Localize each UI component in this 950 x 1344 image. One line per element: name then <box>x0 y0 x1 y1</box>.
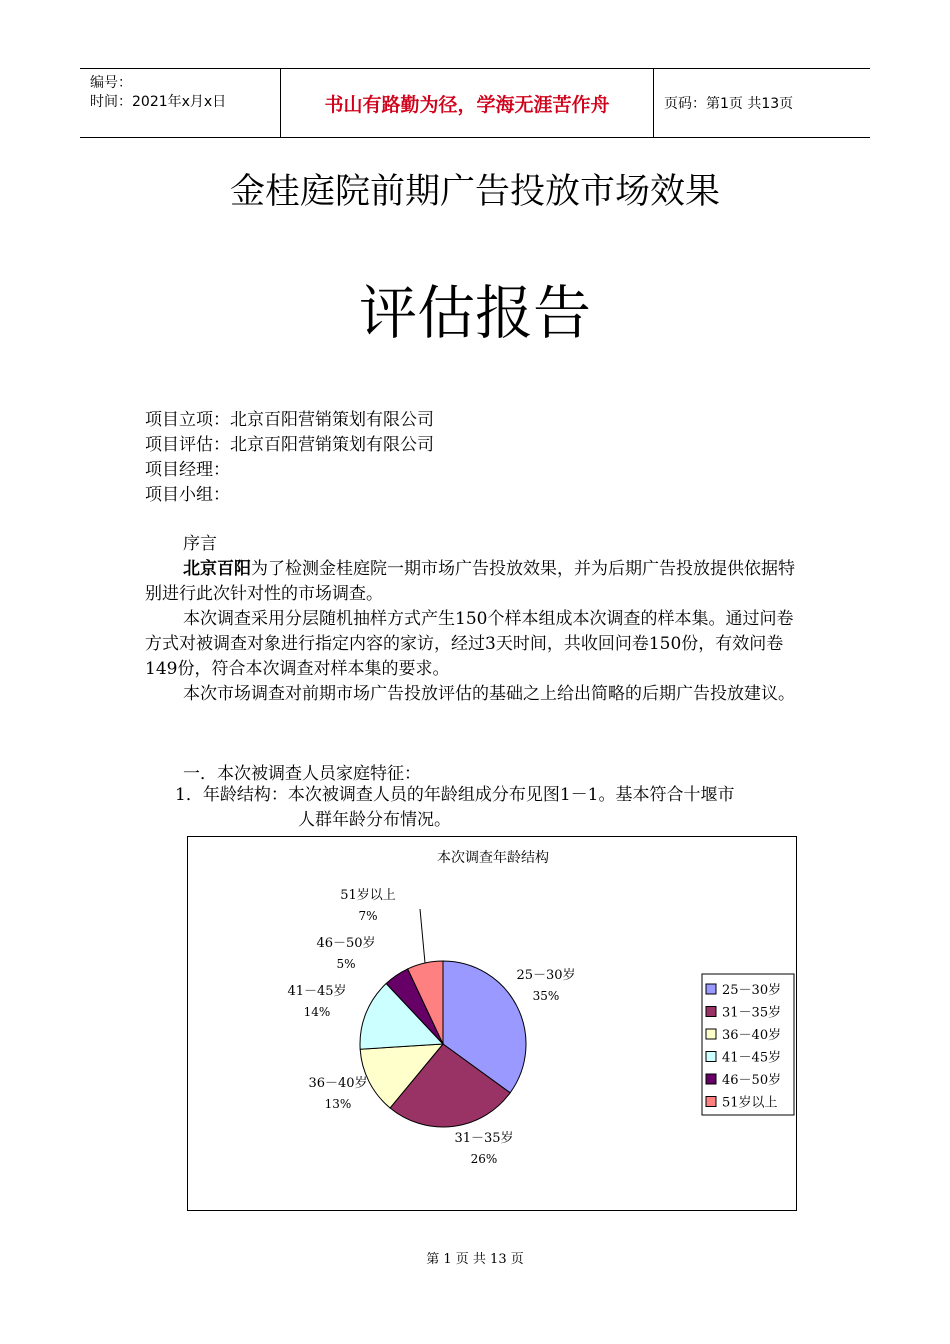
chart-title: 本次调查年龄结构 <box>437 850 549 866</box>
time-label: 时间：2021年x月x日 <box>90 94 227 110</box>
paragraph-1-text: 为了检测金桂庭院一期市场广告投放效果，并为后期广告投放提供依据特别进行此次针对性的市场调查。 <box>145 559 795 604</box>
number-label: 编号： <box>90 75 132 91</box>
preface-paragraph-3: 本次市场调查对前期市场广告投放评估的基础之上给出简略的后期广告投放建议。 <box>183 684 795 704</box>
slice-percent-label: 13% <box>324 1097 352 1111</box>
section-heading: 一．本次被调查人员家庭特征： <box>183 764 421 784</box>
slice-percent-label: 7% <box>358 909 378 923</box>
legend-label: 41－45岁 <box>722 1050 782 1066</box>
legend-swatch <box>706 1007 716 1017</box>
legend-swatch <box>706 1097 716 1107</box>
item-age-structure <box>175 783 810 833</box>
project-evaluation-line: 项目评估：北京百阳营销策划有限公司 <box>145 435 434 455</box>
slice-category-label: 41－45岁 <box>287 984 347 999</box>
company-name: 北京百阳 <box>183 559 251 579</box>
project-setup-line: 项目立项：北京百阳营销策划有限公司 <box>145 410 434 430</box>
project-team-line: 项目小组： <box>145 485 230 505</box>
slice-percent-label: 14% <box>303 1005 331 1019</box>
preface-section <box>145 532 810 707</box>
item-line-1: 1．年龄结构：本次被调查人员的年龄组成分布见图1－1。基本符合十堰市 <box>175 785 735 805</box>
document-subtitle: 评估报告 <box>358 279 591 347</box>
page-header <box>80 68 870 138</box>
item-line-2: 人群年龄分布情况。 <box>298 810 451 830</box>
preface-paragraph-1 <box>145 557 810 607</box>
preface-heading: 序言 <box>183 534 217 554</box>
legend-label: 46－50岁 <box>722 1073 782 1088</box>
header-page-info: 页码：第1页 共13页 <box>664 96 794 112</box>
legend-label: 51岁以上 <box>722 1095 778 1111</box>
slice-category-label: 31－35岁 <box>454 1131 514 1146</box>
legend-label: 25－30岁 <box>722 983 782 998</box>
slice-category-label: 46－50岁 <box>316 936 376 951</box>
slice-category-label: 25－30岁 <box>516 968 576 983</box>
legend-swatch <box>706 1029 716 1039</box>
pie-chart-svg <box>188 837 796 1210</box>
slice-category-label: 51岁以上 <box>340 888 396 903</box>
slice-percent-label: 5% <box>336 957 356 971</box>
age-structure-chart <box>187 836 797 1211</box>
slice-percent-label: 35% <box>532 989 560 1003</box>
slice-category-label: 36－40岁 <box>308 1076 368 1091</box>
legend-swatch <box>706 1074 716 1084</box>
legend-label: 36－40岁 <box>722 1028 782 1043</box>
legend-swatch <box>706 984 716 994</box>
legend-label: 31－35岁 <box>722 1005 782 1021</box>
legend-swatch <box>706 1052 716 1062</box>
project-manager-line: 项目经理： <box>145 460 230 480</box>
page-footer: 第 1 页 共 13 页 <box>426 1252 524 1267</box>
header-info-cell <box>80 69 281 137</box>
header-motto: 书山有路勤为径，学海无涯苦作舟 <box>281 69 654 137</box>
leader-line <box>420 909 425 963</box>
project-meta <box>145 408 434 508</box>
slice-percent-label: 26% <box>470 1152 498 1166</box>
document-title: 金桂庭院前期广告投放市场效果 <box>229 172 720 212</box>
preface-paragraph-2: 本次调查采用分层随机抽样方式产生150个样本组成本次调查的样本集。通过问卷方式对被调查对象进行指定内容的家访，经过3天时间，共收回问卷150份，有效问卷149份，符合本次调查对样本集的要求。 <box>145 609 794 679</box>
